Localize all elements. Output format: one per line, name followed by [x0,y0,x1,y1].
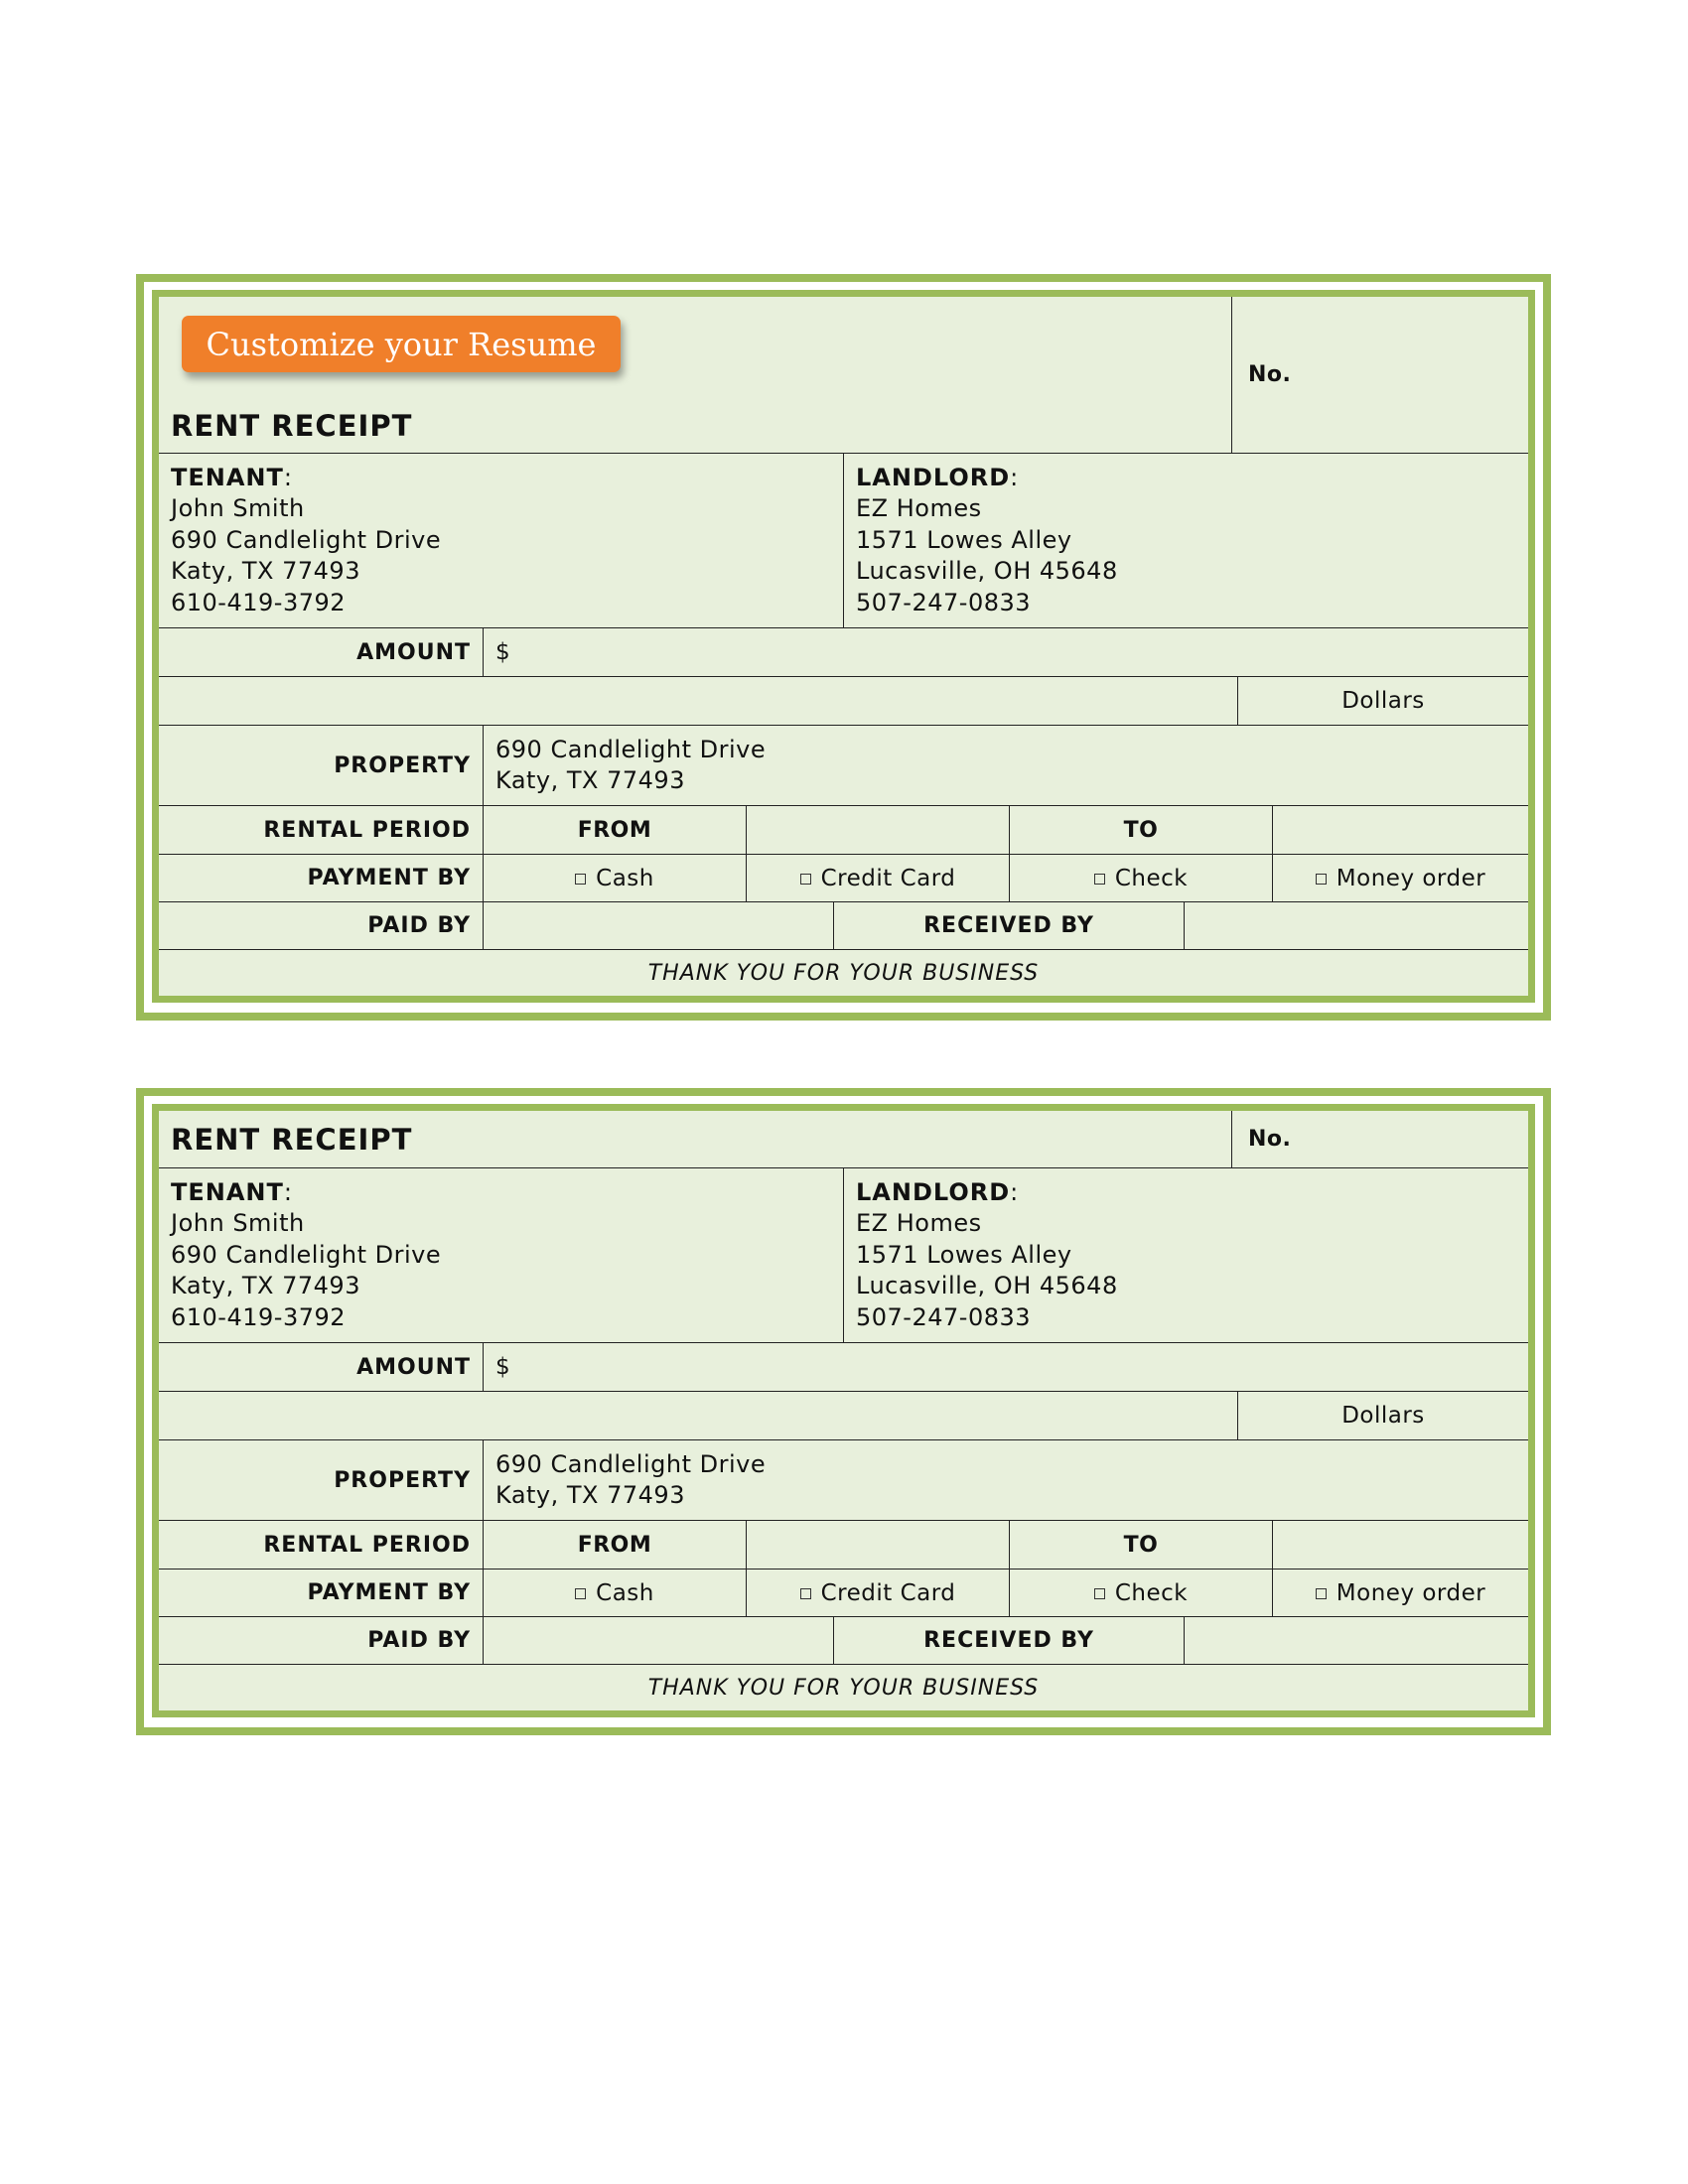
rental-period-row [159,1521,1528,1570]
landlord-city: Lucasville, OH 45648 [856,557,1118,586]
to-label: TO [1009,1521,1272,1569]
checkbox-icon[interactable] [800,874,811,885]
payment-option-label: Credit Card [820,865,956,891]
amount-field[interactable] [483,628,1528,676]
landlord-phone: 507-247-0833 [856,1302,1032,1331]
rental-period-label: RENTAL PERIOD [263,817,471,843]
dollars-label: Dollars [1237,1392,1528,1439]
payment-option-credit-card[interactable] [746,855,1009,901]
tenant-city: Katy, TX 77493 [171,1272,360,1300]
property-address[interactable] [483,1440,1528,1520]
paid-by-label: PAID BY [367,1628,471,1653]
dollars-label: Dollars [1237,677,1528,725]
received-by-label: RECEIVED BY [833,1617,1184,1664]
to-date-field[interactable] [1272,1521,1528,1569]
payment-option-cash[interactable] [483,1570,746,1616]
tenant-block: TENANT: John Smith 690 Candlelight Drive Katy, TX 77493 610-419-3792 [159,454,843,627]
checkbox-icon[interactable] [1316,1588,1327,1599]
payment-option-check[interactable] [1009,855,1272,901]
checkbox-icon[interactable] [575,874,586,885]
receipt-title: RENT RECEIPT [171,409,413,443]
payment-method-row [159,1570,1528,1617]
paid-by-field[interactable] [483,1617,833,1664]
landlord-heading: LANDLORD [856,463,1011,491]
property-street: 690 Candlelight Drive [495,736,767,763]
checkbox-icon[interactable] [1094,874,1105,885]
receipt-number-label: No. [1248,362,1292,387]
received-by-field[interactable] [1184,1617,1528,1664]
payment-option-check[interactable] [1009,1570,1272,1616]
checkbox-icon[interactable] [800,1588,811,1599]
amount-words-row [159,677,1528,726]
landlord-name: EZ Homes [856,494,982,523]
property-label: PROPERTY [334,1467,471,1493]
landlord-heading: LANDLORD [856,1177,1011,1206]
payment-option-cash[interactable] [483,855,746,901]
received-by-field[interactable] [1184,902,1528,949]
amount-words-row [159,1392,1528,1440]
tenant-phone: 610-419-3792 [171,1302,347,1331]
receipt-header-row [159,1111,1528,1168]
property-street: 690 Candlelight Drive [495,1450,767,1478]
from-label: FROM [483,1521,746,1569]
landlord-street: 1571 Lowes Alley [856,1240,1072,1269]
tenant-name: John Smith [171,1209,305,1238]
property-address[interactable] [483,726,1528,805]
receipt-body [152,1104,1535,1717]
currency-symbol: $ [495,639,511,665]
payment-option-label: Credit Card [820,1579,956,1606]
to-date-field[interactable] [1272,806,1528,854]
footer-row [159,950,1528,996]
from-label: FROM [483,806,746,854]
amount-words-field[interactable] [159,1392,1237,1439]
thank-you-text: THANK YOU FOR YOUR BUSINESS [647,1675,1040,1701]
payment-option-money-order[interactable] [1272,855,1528,901]
payment-by-label: PAYMENT BY [307,1580,471,1605]
amount-label: AMOUNT [356,639,471,665]
payment-option-credit-card[interactable] [746,1570,1009,1616]
from-date-field[interactable] [746,806,1009,854]
tenant-heading: TENANT [171,463,284,491]
tenant-phone: 610-419-3792 [171,588,347,616]
landlord-city: Lucasville, OH 45648 [856,1272,1118,1300]
landlord-block: LANDLORD: EZ Homes 1571 Lowes Alley Lucasville, OH 45648 507-247-0833 [843,1168,1528,1342]
rental-period-label: RENTAL PERIOD [263,1532,471,1558]
tenant-heading: TENANT [171,1177,284,1206]
tenant-street: 690 Candlelight Drive [171,1240,442,1269]
parties-row [159,1168,1528,1343]
landlord-block: LANDLORD: EZ Homes 1571 Lowes Alley Lucasville, OH 45648 507-247-0833 [843,454,1528,627]
payment-method-row [159,855,1528,902]
signatures-row [159,902,1528,950]
payment-option-label: Check [1114,865,1189,891]
property-row [159,726,1528,806]
property-label: PROPERTY [334,752,471,778]
thank-you-text: THANK YOU FOR YOUR BUSINESS [647,960,1040,986]
amount-words-field[interactable] [159,677,1237,725]
landlord-phone: 507-247-0833 [856,588,1032,616]
signatures-row [159,1617,1528,1665]
to-label: TO [1009,806,1272,854]
payment-by-label: PAYMENT BY [307,866,471,890]
payment-option-money-order[interactable] [1272,1570,1528,1616]
payment-option-label: Cash [596,1579,654,1606]
receipt-title: RENT RECEIPT [171,1122,413,1157]
payment-option-label: Money order [1336,1579,1486,1606]
tenant-block: TENANT: John Smith 690 Candlelight Drive Katy, TX 77493 610-419-3792 [159,1168,843,1342]
amount-field[interactable] [483,1343,1528,1391]
footer-row [159,1665,1528,1710]
tenant-name: John Smith [171,494,305,523]
property-city: Katy, TX 77493 [495,766,685,794]
payment-option-label: Money order [1336,865,1486,891]
checkbox-icon[interactable] [575,1588,586,1599]
landlord-name: EZ Homes [856,1209,982,1238]
paid-by-label: PAID BY [367,913,471,938]
rent-receipt-2 [136,1088,1551,1735]
amount-row [159,1343,1528,1392]
amount-row [159,628,1528,677]
payment-option-label: Check [1114,1579,1189,1606]
rental-period-row [159,806,1528,855]
payment-option-label: Cash [596,865,654,891]
amount-label: AMOUNT [356,1354,471,1380]
tenant-city: Katy, TX 77493 [171,557,360,586]
paid-by-field[interactable] [483,902,833,949]
checkbox-icon[interactable] [1094,1588,1105,1599]
property-row [159,1440,1528,1521]
receipt-number-label: No. [1248,1127,1292,1152]
checkbox-icon[interactable] [1316,874,1327,885]
received-by-label: RECEIVED BY [833,902,1184,949]
receipt-number-cell[interactable] [1231,297,1528,453]
from-date-field[interactable] [746,1521,1009,1569]
rent-receipt-1 [136,274,1551,1021]
property-city: Katy, TX 77493 [495,1481,685,1509]
receipt-body [152,290,1535,1003]
parties-row [159,454,1528,628]
customize-resume-button[interactable]: Customize your Resume [182,316,621,372]
receipt-number-cell[interactable] [1231,1111,1528,1167]
tenant-street: 690 Candlelight Drive [171,525,442,554]
landlord-street: 1571 Lowes Alley [856,525,1072,554]
currency-symbol: $ [495,1354,511,1380]
title-cell [159,1111,1231,1167]
